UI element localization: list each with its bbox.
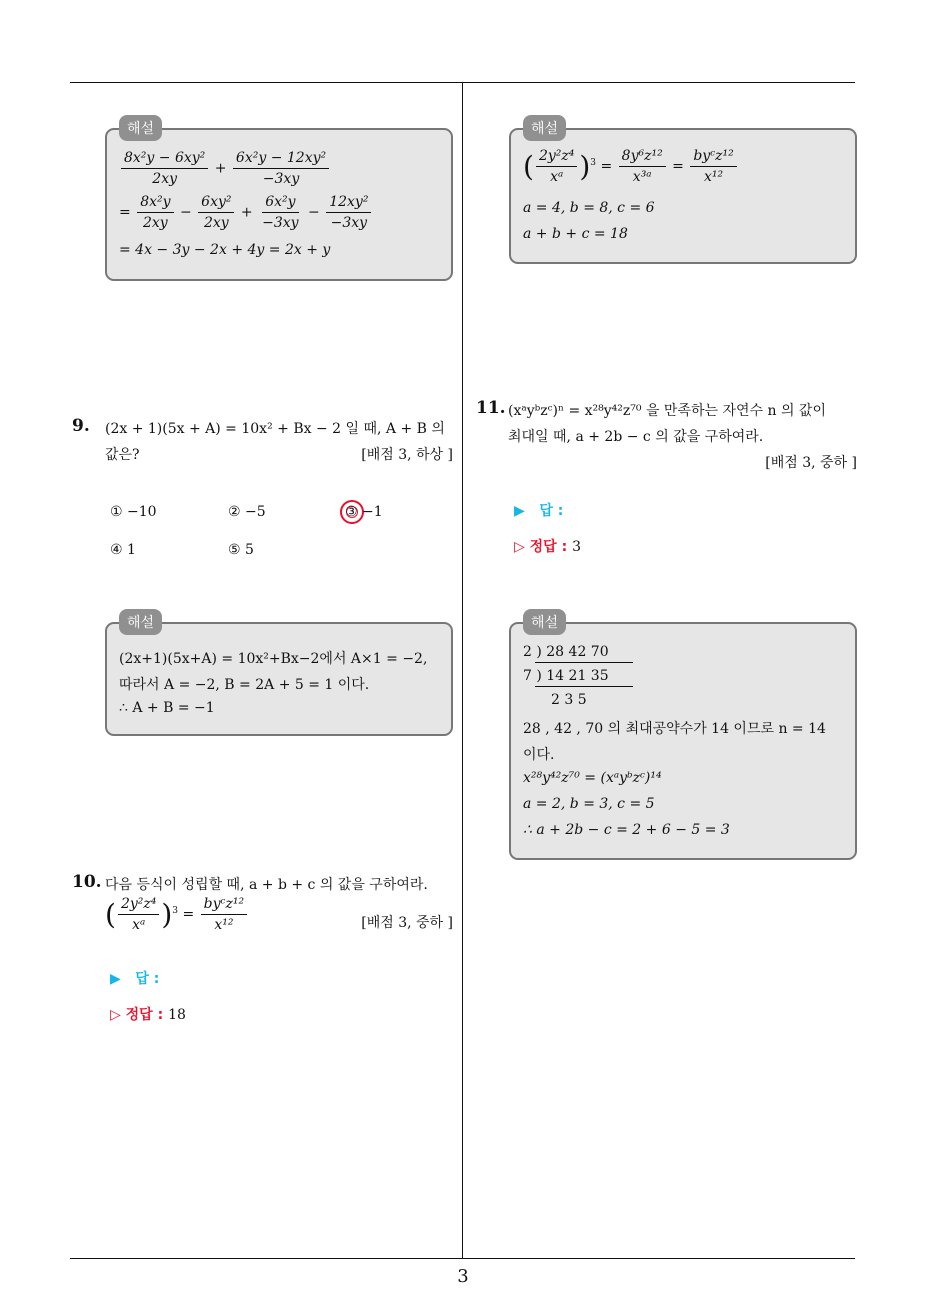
q11-answer-row [514,500,563,520]
sol8-line2: = $\frac{\text{8x²y}}{2xy}$ − $\frac{\text{6xy²}}{2xy}$ + $\frac{\text{6x²y}}{-3xy}$ − $\frac{\text{12xy²}}{-3xy}$ [119,194,373,231]
sol8-line3: = 4x − 3y − 2x + 4y = 2x + y [119,242,331,258]
sol11-line8: ∴ a + 2b − c = 2 + 6 − 5 = 3 [523,822,730,838]
choice-2[interactable]: ② −5 [228,504,266,520]
choice-1[interactable]: ① −10 [110,504,157,520]
sol9-line3: ∴ A + B = −1 [119,700,215,716]
solution-box-q8 [105,121,453,281]
q10-answer-row [110,968,159,988]
q10-text-line1: 다음 등식이 성립할 때, a + b + c 의 값을 구하여라. [105,877,428,893]
play-arrow-icon: ▶ [514,503,525,519]
q10-correct-label: 정답 : [125,1007,164,1023]
sol9-line2: 따라서 A = −2, B = 2A + 5 = 1 이다. [119,677,370,693]
page-number: 3 [457,1266,469,1287]
solution-tag: 해설 [523,609,566,635]
play-arrow-icon: ▶ [110,971,121,987]
sol10-line2: a = 4, b = 8, c = 6 [523,200,655,216]
sol9-line1: (2x+1)(5x+A) = 10x²+Bx−2에서 A×1 = −2, [119,651,428,667]
sol8-line1: $\frac{\text{8x²y − 6xy²}}{2xy}$ + $\frac{\text{6x²y − 12xy²}}{-3xy}$ [119,150,331,187]
q9-text-line1: (2x + 1)(5x + A) = 10x² + Bx − 2 일 때, A + B 의 [105,421,445,437]
q10-equation: ( $\frac{\text{2y²z⁴}}{\text{xᵃ}}$ )$^3$ = $\frac{\text{byᶜz¹²}}{\text{x¹²}}$ [105,896,249,933]
question-number: 10. [72,872,102,892]
choice-4[interactable]: ④ 1 [110,542,136,558]
q11-difficulty: [배점 3, 중하 ] [765,455,857,471]
q11-text-line1: (xᵃyᵇzᶜ)ⁿ = x²⁸y⁴²z⁷⁰ 을 만족하는 자연수 n 의 값이 [508,403,826,419]
sol11-line7: a = 2, b = 3, c = 5 [523,796,655,812]
column-divider [462,82,463,1258]
q11-text-line2: 최대일 때, a + 2b − c 의 값을 구하여라. [508,429,764,445]
solution-box-q11 [509,615,857,860]
division-row-3: 2 3 5 [551,692,587,708]
q10-correct-row [110,1004,186,1024]
division-row-1: 2 ) 28 42 70 [523,644,609,660]
bottom-rule [70,1258,855,1259]
sol11-line5: 이다. [523,747,555,763]
q11-correct-row [514,536,581,556]
sol10-line1: ( $\frac{\text{2y²z⁴}}{\text{xᵃ}}$ )$^3$ = $\frac{\text{8y⁶z¹²}}{\text{x³ᵃ}}$ = $\frac{\text{byᶜz¹²}}{\text{x¹²}}$ [523,148,739,185]
solution-box-q10 [509,121,857,264]
division-underline [535,686,633,687]
solution-tag: 해설 [119,115,162,141]
sol10-line3: a + b + c = 18 [523,226,628,242]
solution-tag: 해설 [523,115,566,141]
solution-tag: 해설 [119,609,162,635]
outline-arrow-icon: ▷ [110,1007,121,1023]
question-number: 11. [476,398,506,418]
sol11-line4: 28 , 42 , 70 의 최대공약수가 14 이므로 n = 14 [523,721,826,737]
solution-box-q9 [105,615,453,736]
q9-difficulty: [배점 3, 하상 ] [361,447,453,463]
question-number: 9. [72,416,90,436]
sol11-line6: x²⁸y⁴²z⁷⁰ = (xᵃyᵇzᶜ)¹⁴ [523,770,662,786]
q11-answer-label: 답 : [539,503,564,519]
outline-arrow-icon: ▷ [514,539,525,555]
choice-3[interactable]: ③ −1 [345,504,383,520]
q9-text-line2: 값은? [105,447,140,463]
division-row-2: 7 ) 14 21 35 [523,668,609,684]
q10-correct-value: 18 [168,1007,186,1023]
q10-answer-label: 답 : [135,971,160,987]
division-underline [535,662,633,663]
choice-5[interactable]: ⑤ 5 [228,542,254,558]
q10-difficulty: [배점 3, 중하 ] [361,915,453,931]
q11-correct-value: 3 [572,539,581,555]
q11-correct-label: 정답 : [529,539,568,555]
